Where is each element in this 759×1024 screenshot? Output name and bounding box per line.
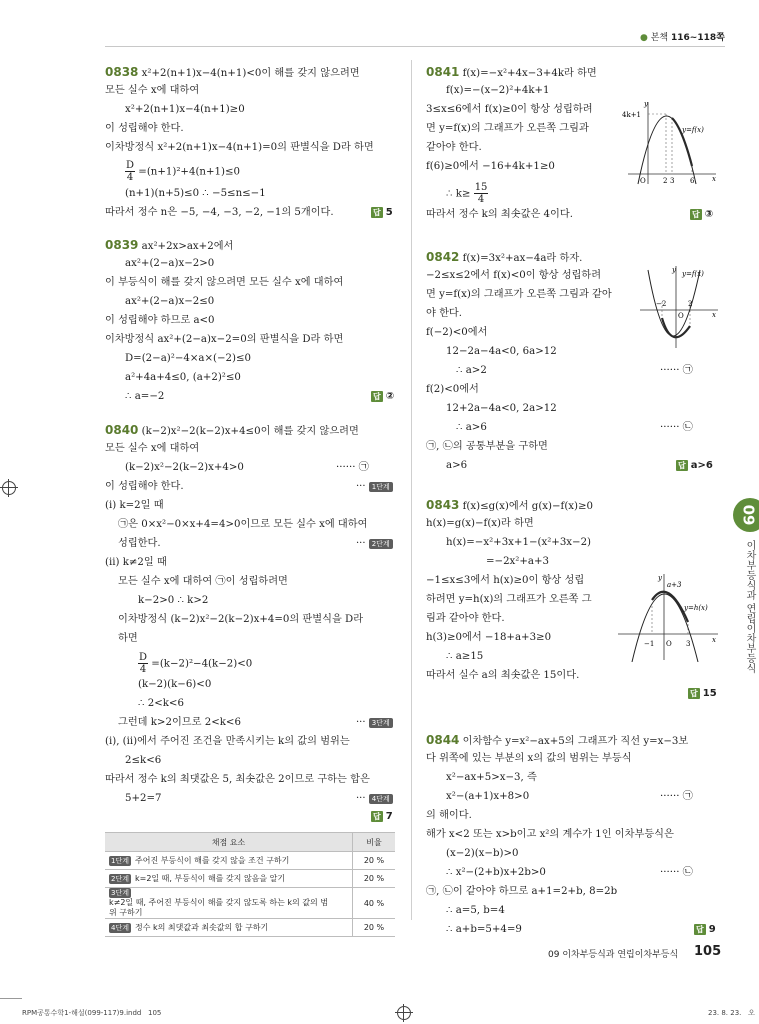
line: ∴ a=−2 [125, 391, 165, 402]
line: 해가 x<2 또는 x>b이고 x²의 계수가 1인 이차부등식은 [426, 829, 674, 840]
table-row: 1단계 주어진 부등식이 해를 갖지 않을 조건 구하기 20 % [105, 852, 395, 870]
line: 이차방정식 x²+2(n+1)x−4(n+1)=0의 판별식을 D라 하면 [105, 142, 374, 153]
line: 같아야 한다. [426, 142, 482, 153]
line: f(x)=−(x−2)²+4k+1 [446, 85, 550, 96]
print-date: 23. 8. 23. 오 [708, 1009, 755, 1017]
line: ∴ a+b=5+4=9 [446, 924, 522, 935]
function-label: y=f(x) [682, 126, 704, 134]
tick-label: −1 [644, 640, 655, 648]
line: 따라서 실수 a의 최솟값은 15이다. [426, 670, 580, 681]
y-label: y [644, 100, 648, 108]
line: 면 y=f(x)의 그래프가 오른쪽 그림과 [426, 123, 589, 134]
footer-chapter: 09 이차부등식과 연립이차부등식 [548, 950, 679, 960]
column-divider [411, 60, 412, 920]
step-badge: 2단계 [369, 539, 393, 549]
origin-label: O [666, 640, 672, 648]
line: 12−2a−4a<0, 6a>12 [446, 346, 557, 357]
graph-0843 [612, 570, 722, 662]
line: x²−ax+5>x−3, 즉 [446, 772, 537, 783]
file-slug: RPM공통수학1-해설(099-117)9.indd 105 [22, 1009, 162, 1017]
step-badge: 3단계 [369, 718, 393, 728]
header-rule [105, 46, 725, 47]
line: ∴ a>6 [456, 422, 487, 433]
line: 모든 실수 x에 대하여 [105, 85, 200, 96]
origin-label: O [678, 312, 684, 320]
answer-0844: 답 9 [696, 924, 716, 935]
step-badge: 3단계 [111, 889, 129, 897]
line: 이차방정식 ax²+(2−a)x−2=0의 판별식을 D라 하면 [105, 334, 344, 345]
line: ax²+(2−a)x−2>0 [125, 258, 215, 269]
line: f(6)≥0에서 −16+4k+1≥0 [426, 161, 555, 172]
line: 림과 같아야 한다. [426, 613, 505, 624]
step-badge: 1단계 [369, 482, 393, 492]
line: 따라서 정수 k의 최댓값은 5, 최솟값은 2이므로 구하는 합은 [105, 774, 370, 785]
crop-line [0, 998, 22, 999]
line: 그런데 k>2이므로 2<k<6 [118, 717, 241, 728]
line: 의 해이다. [426, 810, 472, 821]
registration-mark-icon [397, 1006, 411, 1020]
equation-mark: ······ ㉠ [336, 462, 369, 473]
tick-label: 6 [690, 177, 695, 185]
tick-label: 2 [688, 300, 693, 308]
line: x²+2(n+1)x−4(n+1)≥0 [125, 104, 245, 115]
line: 다 위쪽에 있는 부분의 x의 값의 범위는 부등식 [426, 753, 632, 764]
line: x²−(a+1)x+8>0 [446, 791, 530, 802]
line: 이차방정식 (k−2)x²−2(k−2)x+4=0의 판별식을 D라 [118, 614, 364, 625]
line: ㉠, ㉡이 같아야 하므로 a+1=2+b, 8=2b [426, 886, 618, 897]
line: ㉠, ㉡의 공통부분을 구하면 [426, 441, 548, 452]
equation-mark: ······ ㉡ [660, 867, 693, 878]
answer-0839: 답 ② [373, 391, 395, 402]
problem-number: 0840 [105, 423, 139, 437]
chapter-side-tab [733, 498, 759, 678]
function-label: y=f(x) [682, 270, 704, 278]
line: 이 성립해야 하므로 a<0 [105, 315, 215, 326]
x-label: x [712, 636, 716, 644]
line: =−2x²+a+3 [486, 556, 550, 567]
problem-number: 0843 [426, 498, 460, 512]
line: ∴ x²−(2+b)x+2b>0 [446, 867, 546, 878]
top-label: a+3 [667, 581, 682, 589]
answer-0843: 답 15 [690, 688, 717, 699]
line: k−2>0 ∴ k>2 [138, 595, 209, 606]
line: ㉠은 0×x²−0×x+4=4>0이므로 모든 실수 x에 대하여 [118, 519, 368, 530]
page-number: 105 [694, 944, 722, 959]
line: f(−2)<0에서 [426, 327, 488, 338]
line: h(x)=−x²+3x+1−(x²+3x−2) [446, 537, 592, 548]
line: 이 성립해야 한다. [105, 123, 184, 134]
line: 모든 실수 x에 대하여 ㉠이 성립하려면 [118, 576, 288, 587]
line: −1≤x≤3에서 h(x)≥0이 항상 성립 [426, 575, 585, 586]
line: ∴ a=5, b=4 [446, 905, 505, 916]
table-row: 4단계 정수 k의 최댓값과 최솟값의 합 구하기 20 % [105, 919, 395, 937]
line: 모든 실수 x에 대하여 [105, 443, 200, 454]
line: ∴ a>2 [456, 365, 487, 376]
problem-number: 0844 [426, 733, 460, 747]
line: (k−2)x²−2(k−2)x+4>0 [125, 462, 244, 473]
step-badge: 4단계 [111, 924, 129, 932]
line: (ⅰ), (ⅱ)에서 주어진 조건을 만족시키는 k의 값의 범위는 [105, 736, 350, 747]
line: (x−2)(x−b)>0 [446, 848, 519, 859]
tick-label: 2 [663, 177, 668, 185]
line: (ⅰ) k=2일 때 [105, 500, 164, 511]
page-header: ● 본책 116~118쪽 [640, 33, 725, 43]
line: 2≤k<6 [125, 755, 162, 766]
graph-0842 [636, 262, 720, 350]
line: h(x)=g(x)−f(x)라 하면 [426, 518, 534, 529]
top-label: 4k+1 [622, 111, 642, 119]
equation-mark: ······ ㉡ [660, 422, 693, 433]
tick-label: 3 [670, 177, 675, 185]
tick-label: 3 [686, 640, 691, 648]
y-label: y [658, 574, 662, 582]
line: 12+2a−4a<0, 2a>12 [446, 403, 557, 414]
scoring-table [105, 832, 395, 937]
line: =(n+1)²+4(n+1)≤0 [138, 166, 240, 178]
line: =(k−2)²−4(k−2)<0 [151, 658, 253, 670]
problem-number: 0842 [426, 250, 460, 264]
header-bullet: ● [640, 33, 648, 43]
fraction: $\frac{15}{4}$ [474, 182, 488, 205]
line: ax²+(2−a)x−2≤0 [125, 296, 215, 307]
line: 따라서 정수 k의 최솟값은 4이다. [426, 209, 573, 220]
fraction: $\frac{D}{4}$ [139, 652, 148, 675]
line: x²+2(n+1)x−4(n+1)<0이 해를 갖지 않으려면 [141, 68, 360, 79]
line: ∴ 2<k<6 [138, 698, 184, 709]
line: a²+4a+4≤0, (a+2)²≤0 [125, 372, 241, 383]
answer-0838: 답 5 [373, 207, 393, 218]
step-badge: 1단계 [111, 857, 129, 865]
answer-0840: 답 7 [373, 811, 393, 822]
table-header: 채점 요소 [105, 833, 353, 852]
graph-0841 [620, 98, 720, 186]
line: −2≤x≤2에서 f(x)<0이 항상 성립하려 [426, 270, 602, 281]
x-label: x [712, 311, 716, 319]
tick-label: −2 [656, 300, 667, 308]
line: 3≤x≤6에서 f(x)≥0이 항상 성립하려 [426, 104, 593, 115]
step-badge: 4단계 [369, 794, 393, 804]
origin-label: O [640, 177, 646, 185]
line: a>6 [446, 460, 468, 471]
y-label: y [672, 266, 676, 274]
line: (k−2)(k−6)<0 [138, 679, 212, 690]
step-badge: 2단계 [111, 875, 129, 883]
line: (ⅱ) k≠2일 때 [105, 557, 167, 568]
chapter-title-vertical: 이차부등식과 연립이차부등식 [744, 540, 755, 674]
problem-number: 0838 [105, 65, 139, 79]
line: 하려면 y=h(x)의 그래프가 오른쪽 그 [426, 594, 592, 605]
x-label: x [712, 175, 716, 183]
line: 이 성립해야 한다. [105, 481, 184, 492]
line: 5+2=7 [125, 793, 162, 804]
problem-number: 0841 [426, 65, 460, 79]
table-header: 비율 [353, 833, 396, 852]
table-row: 2단계 k=2일 때, 부등식이 해를 갖지 않음을 알기 20 % [105, 870, 395, 888]
line: 따라서 정수 n은 −5, −4, −3, −2, −1의 5개이다. [105, 207, 334, 218]
answer-0841: 답 ③ [692, 209, 714, 220]
line: D=(2−a)²−4×a×(−2)≤0 [125, 353, 251, 364]
function-label: y=h(x) [684, 604, 708, 612]
line: 이 부등식이 해를 갖지 않으려면 모든 실수 x에 대하여 [105, 277, 344, 288]
line: h(3)≥0에서 −18+a+3≥0 [426, 632, 552, 643]
chapter-number-circle: 09 [733, 498, 759, 532]
table-row: 3단계k≠2일 때, 주어진 부등식이 해를 갖지 않도록 하는 k의 값의 범위 구하기 40 % [105, 888, 395, 919]
line: ∴ a≥15 [446, 651, 484, 662]
line: 야 한다. [426, 308, 462, 319]
equation-mark: ······ ㉠ [660, 791, 693, 802]
line: 면 y=f(x)의 그래프가 오른쪽 그림과 같아 [426, 289, 612, 300]
equation-mark: ······ ㉠ [660, 365, 693, 376]
line: 성립한다. [118, 538, 161, 549]
line: 하면 [118, 633, 138, 644]
registration-mark-icon [2, 481, 16, 495]
answer-0842: 답 a>6 [678, 460, 713, 471]
problem-number: 0839 [105, 238, 139, 252]
line: f(2)<0에서 [426, 384, 479, 395]
line: (n+1)(n+5)≤0 ∴ −5≤n≤−1 [125, 188, 266, 199]
fraction: $\frac{D}{4}$ [126, 160, 135, 183]
